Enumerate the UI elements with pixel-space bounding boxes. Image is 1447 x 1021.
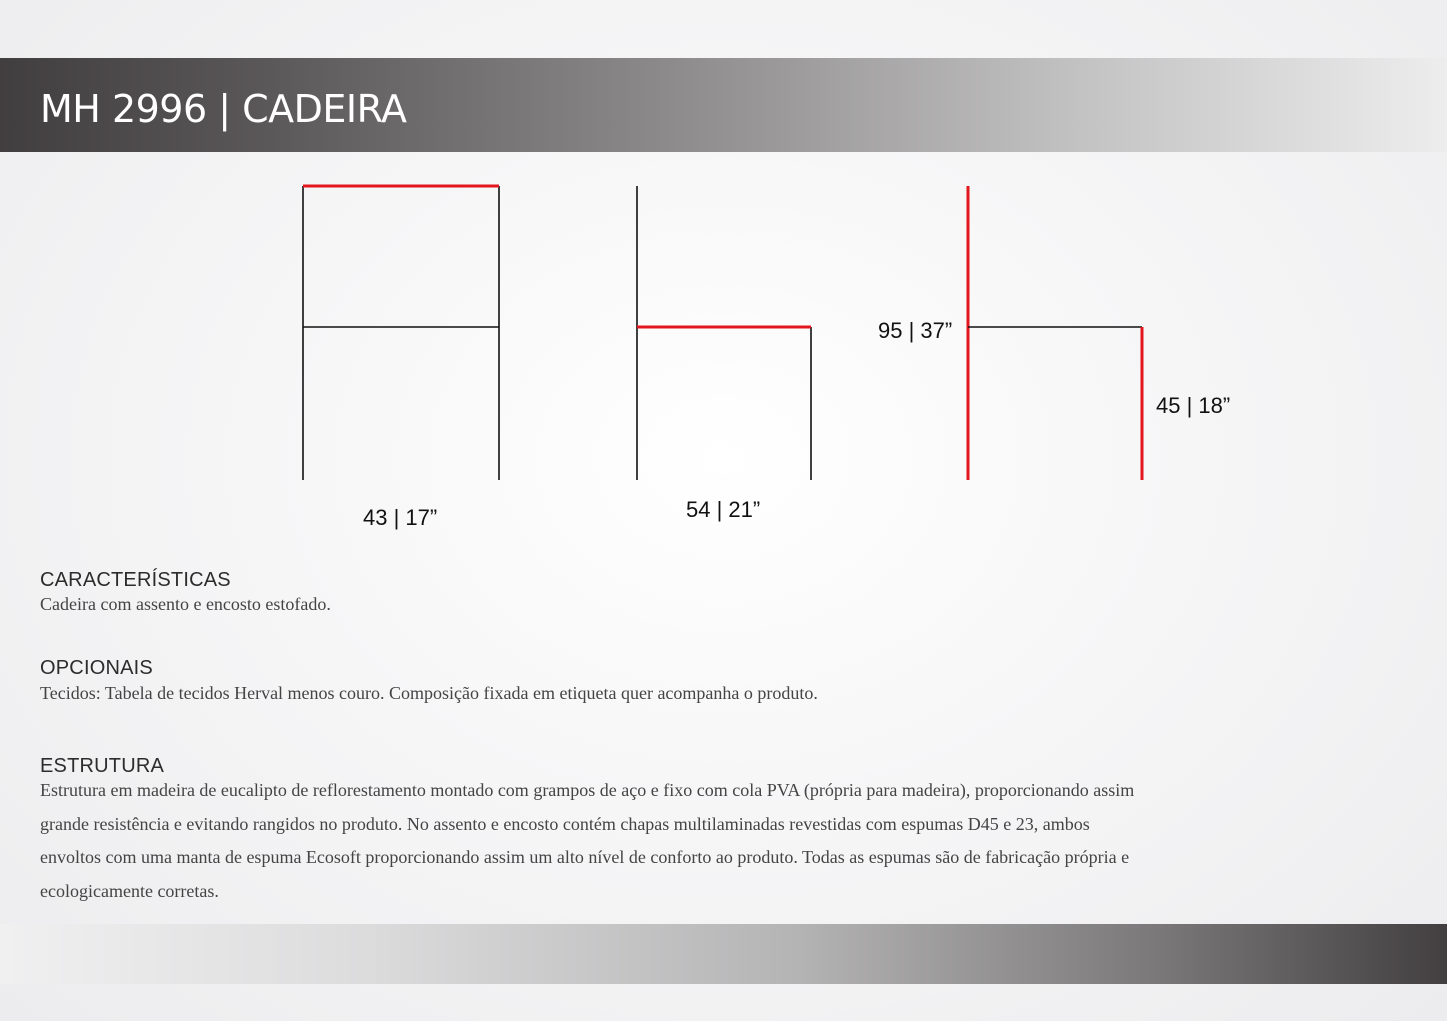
estrutura-section [40,754,1150,908]
caracteristicas-heading: CARACTERÍSTICAS [40,569,231,591]
opcionais-section [40,656,818,706]
width-label: 43 | 17” [363,505,438,530]
front-view-drawing [303,186,499,530]
opcionais-heading: OPCIONAIS [40,657,153,679]
page-title: MH 2996 | CADEIRA [40,87,407,131]
caracteristicas-section [40,568,331,616]
seat-height-label: 45 | 18” [1156,393,1231,418]
estrutura-text: Estrutura em madeira de eucalipto de reflorestamento montado com grampos de aço e fixo com cola PVA (própria para madeira), proporcionando assim grande resistência e evitando rangidos no produto. No assento e encosto contém chapas multilaminadas revestidas com espumas D45 e 23, ambos envoltos com uma manta de espuma Ecosoft proporcionando assim um alto nível de conforto ao produto. Todas as espumas são de fabricação própria e ecologicamente corretas. [40,780,1135,901]
height-view-drawing [878,186,1230,480]
footer-bar [0,924,1447,984]
opcionais-text: Tecidos: Tabela de tecidos Herval menos couro. Composição fixada em etiqueta quer acompanha o produto. [40,683,818,703]
height-label: 95 | 37” [878,318,953,343]
side-view-drawing [637,186,811,522]
depth-label: 54 | 21” [686,497,761,522]
caracteristicas-text: Cadeira com assento e encosto estofado. [40,594,331,614]
estrutura-heading: ESTRUTURA [40,755,165,777]
